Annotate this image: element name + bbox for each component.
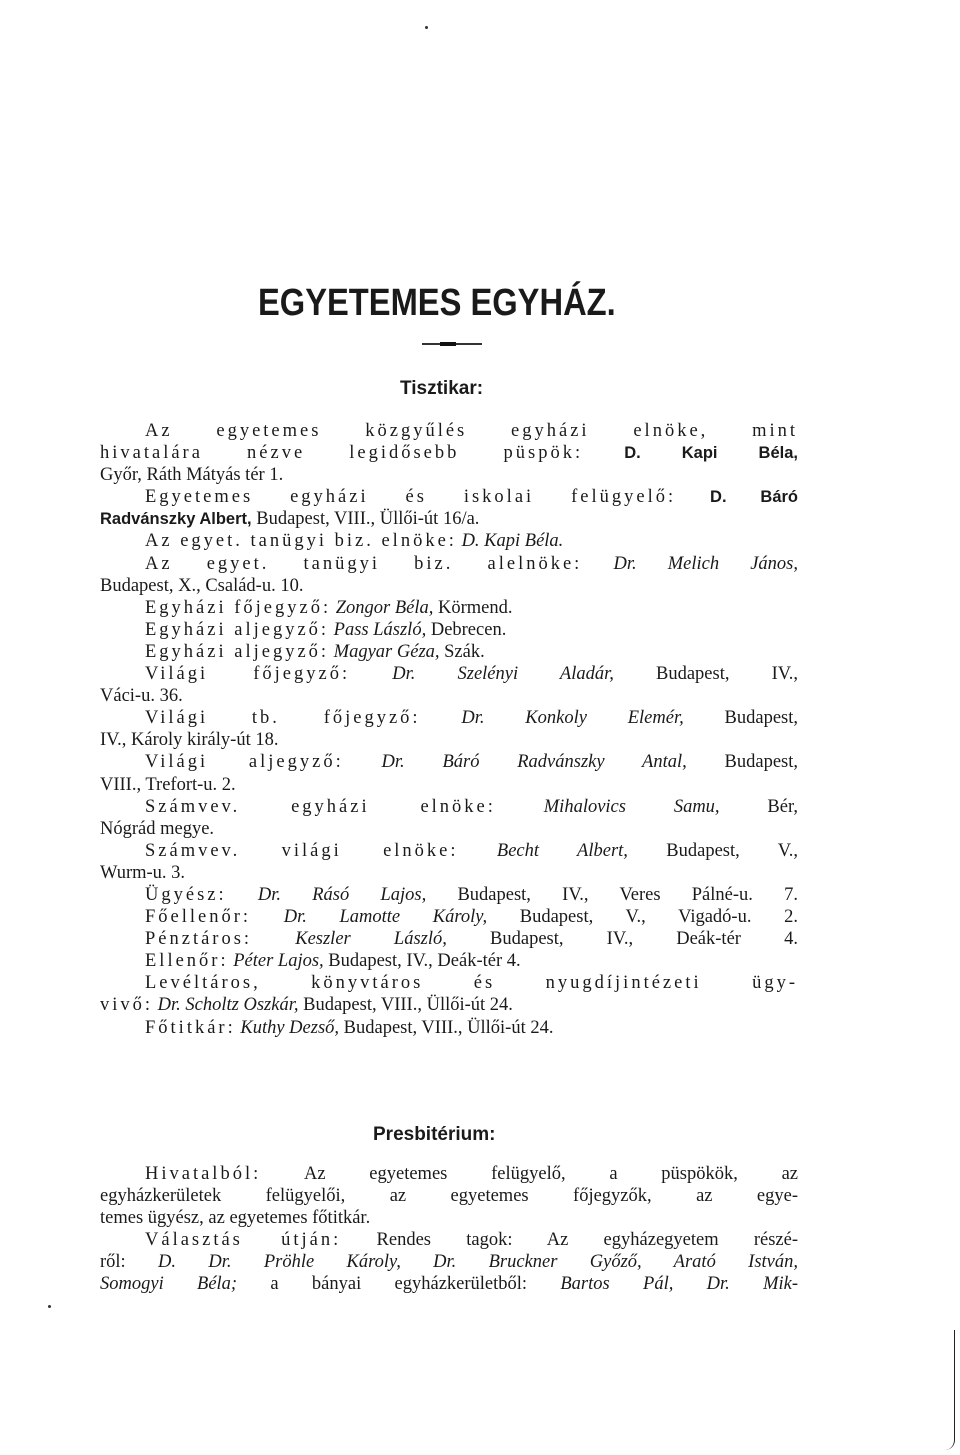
entry-line: Az egyetemes közgyűlés egyházi elnöke, mint xyxy=(145,421,798,441)
entry-line: Nógrád megye. xyxy=(100,818,215,839)
scan-speck xyxy=(425,26,428,29)
entry-line: Egyházi főjegyző: Zongor Béla, Körmend. xyxy=(145,597,513,618)
entry-line: VIII., Trefort-u. 2. xyxy=(100,774,236,795)
entry-line: Főellenőr: Dr. Lamotte Károly, Budapest, V., Vigadó-u. 2. xyxy=(145,907,798,928)
entry-line: Az egyet. tanügyi biz. alelnöke: Dr. Melich János, xyxy=(145,553,798,574)
entry-line: Világi tb. főjegyző: Dr. Konkoly Elemér, Budapest, xyxy=(145,708,799,729)
page-title: EGYETEMES EGYHÁZ. xyxy=(258,282,616,324)
entry-line: Ügyész: Dr. Rásó Lajos, Budapest, IV., Veres Pálné-u. 7. xyxy=(145,884,799,905)
entry-line: Levéltáros, könyvtáros és nyugdíjintézeti ügy- xyxy=(145,973,798,994)
entry-line: Egyházi aljegyző: Magyar Géza, Szák. xyxy=(145,641,485,662)
paragraph-line: Hivatalból: Az egyetemes felügyelő, a püspökök, az xyxy=(145,1164,799,1184)
paragraph-line: Választás útján: Rendes tagok: Az egyházegyetem részé- xyxy=(145,1230,799,1251)
page-edge-curl xyxy=(944,1330,955,1450)
paragraph-line: Somogyi Béla; a bányai egyházkerületből: Bartos Pál, Dr. Mik- xyxy=(100,1274,799,1295)
entry-line: Győr, Ráth Mátyás tér 1. xyxy=(100,465,284,486)
paragraph-line: temes ügyész, az egyetemes főtitkár. xyxy=(100,1208,371,1229)
entry-line: IV., Károly király-út 18. xyxy=(100,730,279,751)
entry-line: Főtitkár: Kuthy Dezső, Budapest, VIII., Üllői-út 24. xyxy=(145,1017,554,1038)
entry-line: Az egyet. tanügyi biz. elnöke: D. Kapi Béla. xyxy=(145,531,564,552)
entry-line: Wurm-u. 3. xyxy=(100,862,186,883)
entry-line: Budapest, X., Család-u. 10. xyxy=(100,575,304,596)
entry-line: Váci-u. 36. xyxy=(100,686,183,707)
entry-line: Világi főjegyző: Dr. Szelényi Aladár, Budapest, IV., xyxy=(145,664,798,685)
presbiterium-text xyxy=(100,1163,798,1296)
entry-line: Pénztáros: Keszler László, Budapest, IV., Deák-tér 4. xyxy=(145,929,798,950)
entry-line: Számvev. egyházi elnöke: Mihalovics Samu, Bér, xyxy=(145,796,799,817)
entry-line: Egyetemes egyházi és iskolai felügyelő: D. Báró xyxy=(145,487,798,508)
title-divider xyxy=(422,343,482,345)
entry-line: Számvev. világi elnöke: Becht Albert, Budapest, V., xyxy=(145,840,799,861)
entry-line: Egyházi aljegyző: Pass László, Debrecen. xyxy=(145,619,507,640)
paragraph-line: egyházkerületek felügyelői, az egyetemes főjegyzők, az egye- xyxy=(100,1186,798,1207)
paragraph-line: ről: D. Dr. Pröhle Károly, Dr. Bruckner Győző, Arató István, xyxy=(100,1252,798,1273)
entry-line: hivatalára nézve legidősebb püspök: D. Kapi Béla, xyxy=(100,443,798,464)
scan-speck xyxy=(48,1305,51,1308)
tisztikar-list xyxy=(100,420,798,1039)
entry-line: Világi aljegyző: Dr. Báró Radvánszky Antal, Budapest, xyxy=(145,752,799,773)
section-heading-tisztikar: Tisztikar: xyxy=(400,378,484,399)
entry-line: Ellenőr: Péter Lajos, Budapest, IV., Deák-tér 4. xyxy=(145,951,521,972)
section-heading-presbiterium: Presbitérium: xyxy=(373,1124,496,1145)
entry-line: Radvánszky Albert, Budapest, VIII., Üllői-út 16/a. xyxy=(100,509,480,530)
entry-line: vivő: Dr. Scholtz Oszkár, Budapest, VIII., Üllői-út 24. xyxy=(100,995,513,1016)
